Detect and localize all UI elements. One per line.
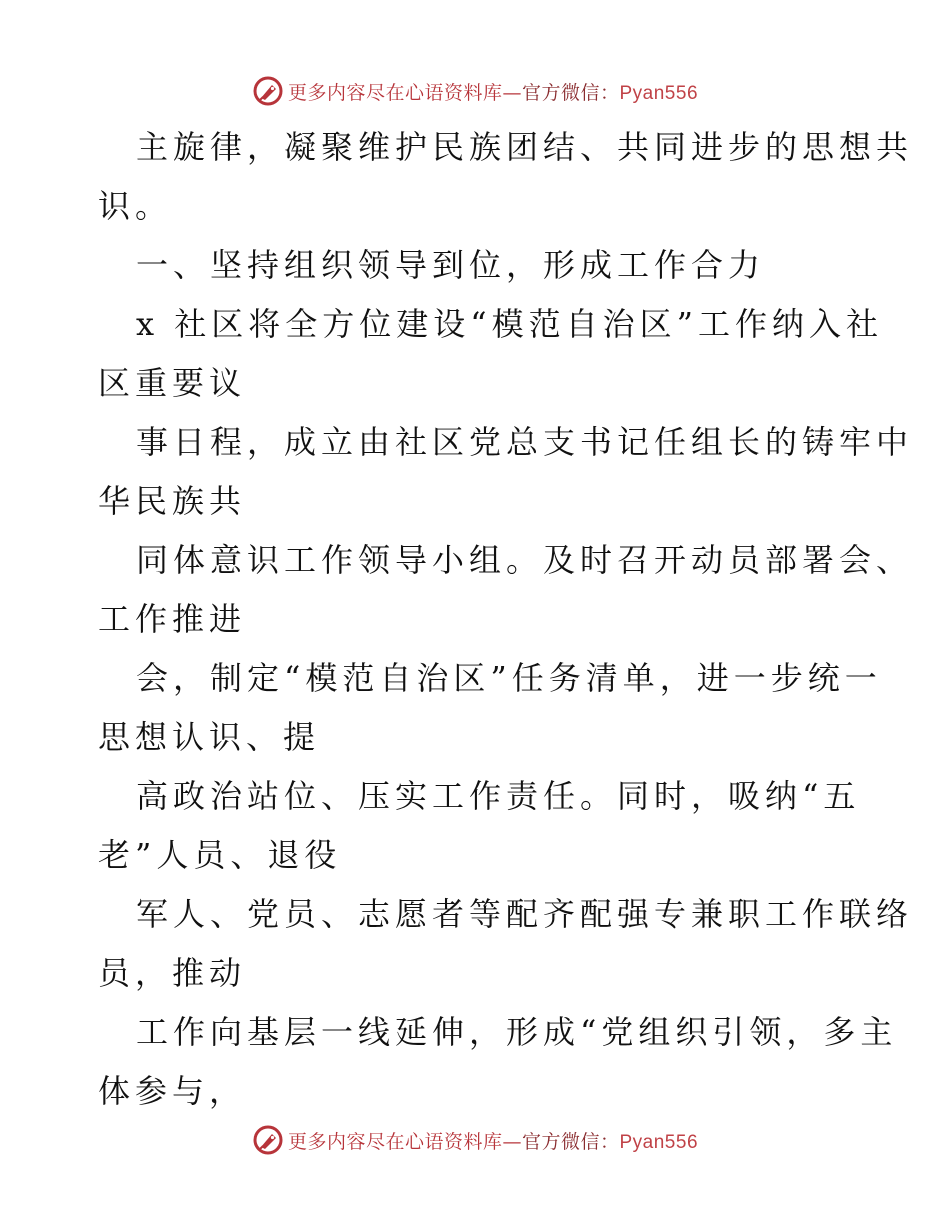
footer-watermark-text <box>288 1127 698 1154</box>
text-line: 员，推动 <box>98 954 247 992</box>
text-line: 同体意识工作领导小组。及时召开动员部署会、 <box>136 541 914 579</box>
text-line: 会，制定“模范自治区”任务清单，进一步统一 <box>136 659 882 697</box>
text-line: 华民族共 <box>98 482 247 520</box>
document-body <box>98 118 914 1121</box>
pen-nib-logo-icon <box>252 1124 284 1156</box>
footer-brand: 更多内容尽在心语资料库 <box>287 1130 503 1153</box>
text-line: x 社区将全方位建设“模范自治区”工作纳入社 <box>136 305 883 343</box>
text-line: 工作推进 <box>98 600 247 638</box>
text-line: 老”人员、退役 <box>98 836 342 874</box>
text-line: 军人、党员、志愿者等配齐配强专兼职工作联络 <box>136 895 914 933</box>
text-line: 工作向基层一线延伸，形成“党组织引领，多主 <box>136 1013 898 1051</box>
text-line: 事日程，成立由社区党总支书记任组长的铸牢中 <box>136 423 914 461</box>
text-line: 思想认识、提 <box>98 718 321 756</box>
footer-dash: — <box>502 1130 522 1153</box>
text-line: 识。 <box>98 187 173 225</box>
footer-official-label: 官方微信： <box>521 1130 620 1153</box>
footer-wechat-id: Pyan556 <box>619 1131 699 1153</box>
header-official-label: 官方微信： <box>521 81 620 104</box>
pen-nib-logo-icon <box>252 75 284 107</box>
header-brand: 更多内容尽在心语资料库 <box>287 81 503 104</box>
footer-watermark <box>0 1120 950 1160</box>
section-heading: 一、坚持组织领导到位，形成工作合力 <box>136 246 766 284</box>
text-line: 区重要议 <box>98 364 247 402</box>
text-line: 高政治站位、压实工作责任。同时，吸纳“五 <box>136 777 861 815</box>
header-dash: — <box>502 81 522 104</box>
header-wechat-id: Pyan556 <box>619 82 699 104</box>
text-line: 主旋律，凝聚维护民族团结、共同进步的思想共 <box>136 128 914 166</box>
text-line: 体参与， <box>98 1072 247 1110</box>
header-watermark-text <box>288 78 698 105</box>
header-watermark <box>0 71 950 111</box>
